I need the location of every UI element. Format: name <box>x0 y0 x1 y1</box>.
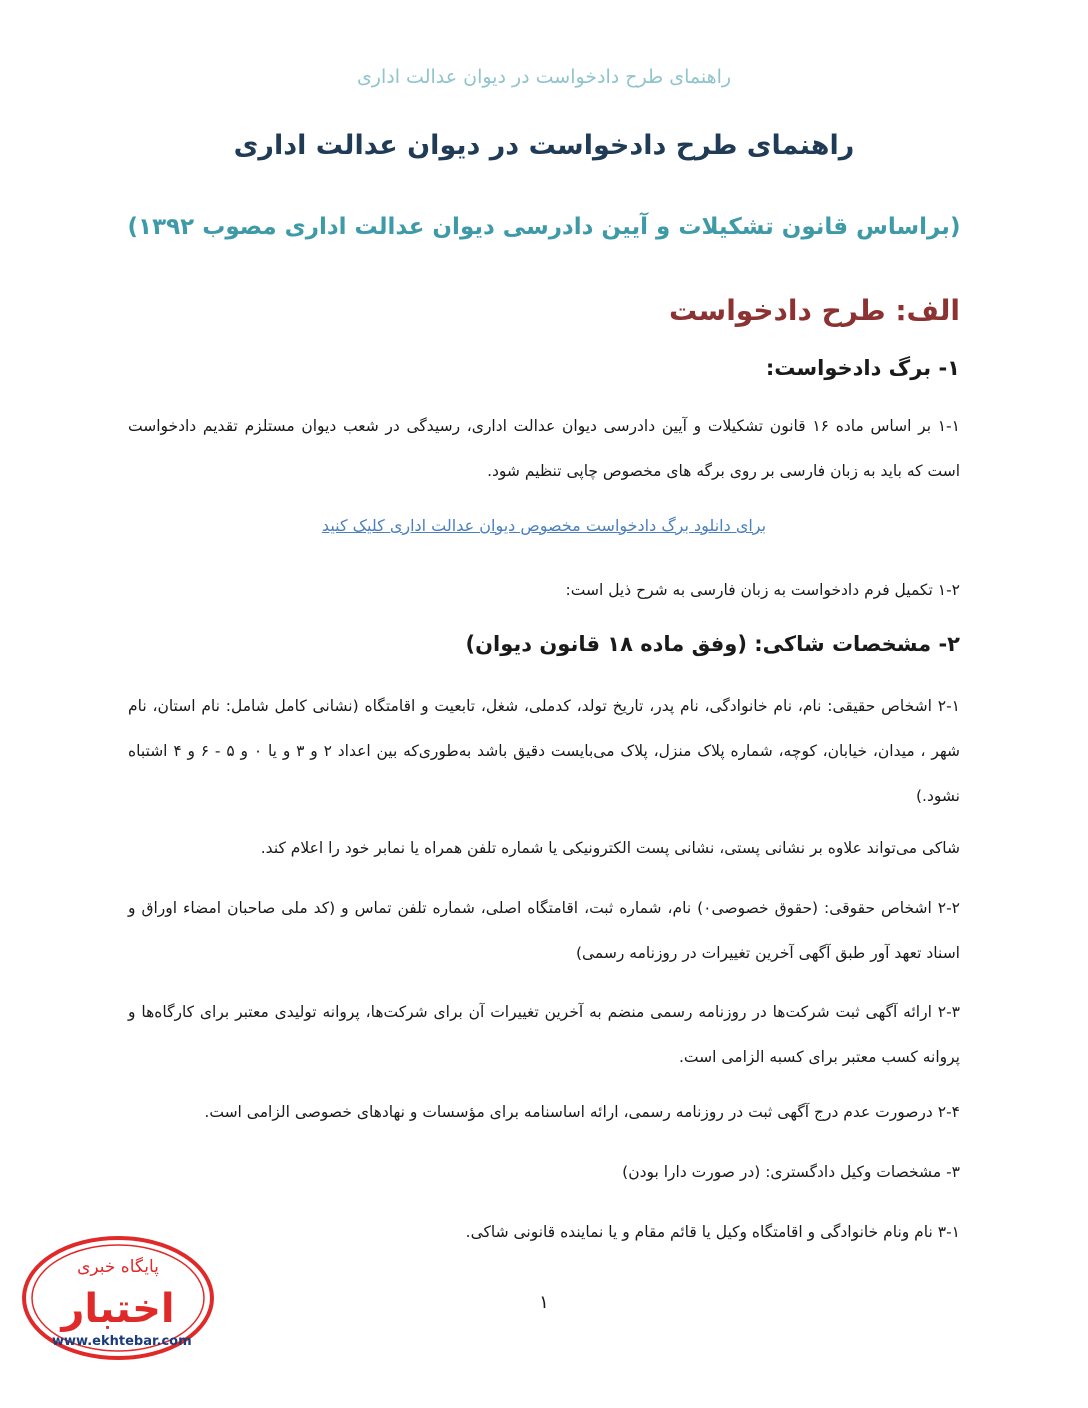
paragraph-1-2: ۱-۲ تکمیل فرم دادخواست به زبان فارسی به شرح ذیل است: <box>565 581 960 599</box>
stamp-brand-name: اختبار <box>61 1286 175 1332</box>
ekhtebar-stamp-logo <box>18 1230 218 1370</box>
section-heading-a: الف: طرح دادخواست <box>669 294 960 327</box>
stamp-caption: پایگاه خبری <box>77 1257 159 1277</box>
paragraph-1-1: ۱-۱ بر اساس ماده ۱۶ قانون تشکیلات و آیین دادرسی دیوان عدالت اداری، رسیدگی در شعب دیوان مستلزم تقدیم دادخواست است که باید به زبان فارسی بر روی برگه های مخصوص چاپی تنظیم شود. <box>128 417 960 480</box>
page-subtitle: (براساس قانون تشکیلات و آیین دادرسی دیوان عدالت اداری مصوب ۱۳۹۲) <box>127 214 961 240</box>
paragraph-2-4: ۲-۴ درصورت عدم درج آگهی ثبت در روزنامه رسمی، ارائه اساسنامه برای مؤسسات و نهادهای خصوصی الزامی است. <box>204 1103 960 1121</box>
page-title: راهنمای طرح دادخواست در دیوان عدالت اداری <box>233 130 855 161</box>
paragraph-2-1: ۲-۱ اشخاص حقیقی: نام، نام خانوادگی، نام پدر، تاریخ تولد، کدملی، شغل، تابعیت و اقامتگاه (نشانی کامل شامل: نام استان، نام شهر ، میدان، خیابان، کوچه، شماره پلاک منزل، پلاک می‌بایست دقیق باشد به‌طوری‌که بین اعداد ۲ و ۳ و یا ۰ و ۵ - ۶ و ۴ اشتباه نشود.) <box>128 697 961 805</box>
stamp-url: www.ekhtebar.com <box>52 1334 192 1349</box>
download-petition-link[interactable]: برای دانلود برگ دادخواست مخصوص دیوان عدالت اداری کلیک کنید <box>321 516 767 535</box>
running-header: راهنمای طرح دادخواست در دیوان عدالت اداری <box>356 66 732 88</box>
paragraph-2-note: شاکی می‌تواند علاوه بر نشانی پستی، نشانی پست الکترونیکی یا شماره تلفن همراه یا نمابر خود را اعلام کند. <box>260 839 960 857</box>
paragraph-2-2: ۲-۲ اشخاص حقوقی: (حقوق خصوصی٠) نام، شماره ثبت، اقامتگاه اصلی، شماره تلفن تماس و (کد ملی صاحبان امضاء اوراق و اسناد تعهد آور طبق آگهی آخرین تغییرات در روزنامه رسمی) <box>128 899 960 962</box>
paragraph-2-3: ۲-۳ ارائه آگهی ثبت شرکت‌ها در روزنامه رسمی منضم به آخرین تغییرات آن برای شرکت‌ها، پروانه تولیدی معتبر برای کارگاه‌ها و پروانه کسب معتبر برای کسبه الزامی است. <box>128 1003 960 1066</box>
heading-lawyer-details: ۳- مشخصات وکیل دادگستری: (در صورت دارا بودن) <box>622 1163 960 1181</box>
heading-petition-form: ۱- برگ دادخواست: <box>765 356 960 380</box>
heading-complainant-details: ۲- مشخصات شاکی: (وفق ماده ۱۸ قانون دیوان) <box>465 632 960 656</box>
paragraph-3-1: ۳-۱ نام ونام خانوادگی و اقامتگاه وکیل یا قائم مقام و یا نماینده قانونی شاکی. <box>465 1223 960 1241</box>
page-number: ۱ <box>539 1292 549 1313</box>
